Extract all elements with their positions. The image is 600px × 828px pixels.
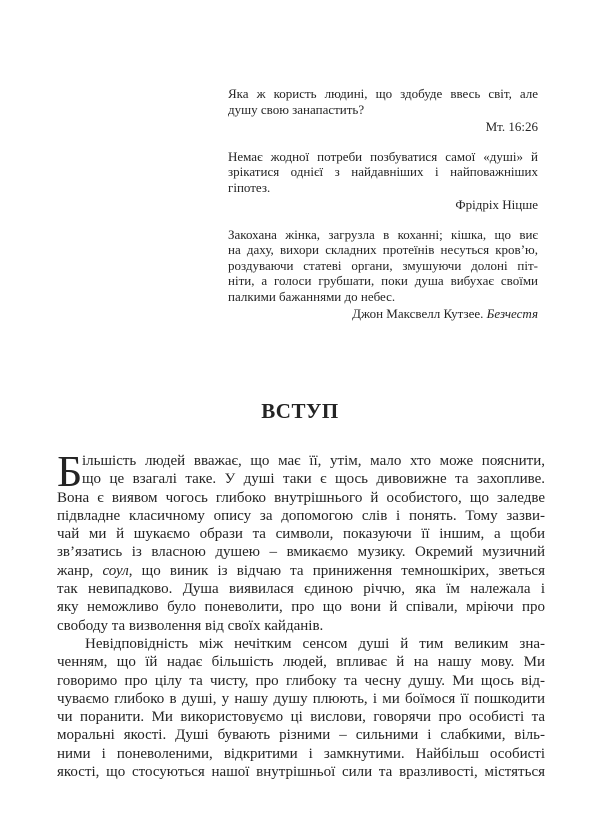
body-line: ченням, що їй надає більшість людей, впливає й на нашу мову. Ми [57, 654, 545, 671]
chapter-title: ВСТУП [261, 399, 339, 423]
body-line: чуваємо глибоко в душі, у нашу душу плюють, і ми боїмося її пошкодити [57, 690, 545, 707]
epigraph-line: Яка ж користь людині, що здобуде ввесь світ, але [228, 86, 538, 101]
epigraph-line: зрікатися однієї з найдавніших і найповажніших [228, 164, 538, 179]
body-line: підвладне класичному опису за допомогою слів і понять. Тому зазви- [57, 507, 545, 524]
body-line: Вона є виявом чогось глибоко внутрішнього й особистого, що заледве [57, 489, 545, 506]
body-line: моральні якості. Душі бувають різними – сильними і слабкими, віль- [57, 727, 545, 744]
paragraph-second [57, 635, 545, 781]
body-line: ільшість людей вважає, що має її, утім, мало хто може пояснити, [82, 453, 545, 469]
paragraph-first [57, 447, 545, 635]
body-line: говоримо про цілу та чисту, про глибоку та чесну душу. Ми щось від- [57, 672, 545, 689]
body-line-segment: , що виник із відчаю та приниження темношкірих, зветься [128, 562, 545, 579]
epigraph-line: ніти, а голоси грубшати, поки душа вибухає своїми [228, 273, 538, 288]
epigraph-attribution: Мт. 16:26 [485, 119, 538, 134]
epigraph-attribution [228, 306, 538, 322]
epigraph-line: палкими бажаннями до небес. [228, 288, 396, 304]
epigraph-line: душу свою занапастить? [228, 101, 365, 117]
body-line: що це взагалі таке. У душі таки є щось дивовижне та захопливе. [82, 471, 545, 488]
epigraph-line: Немає жодної потреби позбуватися самої «душі» й [228, 148, 538, 164]
genre-term-italic: соул [102, 562, 129, 579]
drop-cap: Б [57, 447, 83, 496]
drop-cap-rows [57, 447, 545, 496]
attribution-author: Джон Максвелл Кутзее. [352, 306, 487, 321]
attribution-work-title: Безчестя [486, 306, 538, 321]
epigraph-coetzee [228, 227, 538, 322]
body-line: Невідповідність між нечітким сенсом душі й тим великим зна- [85, 635, 545, 652]
epigraph-matthew [228, 86, 538, 135]
body-line: чай ми й шукаємо образи та символи, показуючи її іншим, а щоби [57, 526, 545, 543]
body-text [57, 447, 545, 781]
epigraph-block [228, 86, 538, 336]
epigraph-line: на даху, вихори складних протеїнів несуться кров’ю, [228, 242, 538, 257]
body-line [57, 562, 545, 580]
body-line: так невипадково. Душа виявилася єдиною річчю, яка їм належала і [57, 581, 545, 598]
body-line-segment: жанр, [57, 562, 103, 579]
body-line: чи поранити. Ми використовуємо ці вислови, говорячи про особисті та [57, 709, 545, 726]
epigraph-line: гіпотез. [228, 179, 271, 195]
body-line: зв’язатись із власною душею – вмикаємо музику. Окремий музичний [57, 544, 545, 561]
body-line: яку неможливо було поневолити, про що вони й співали, мріючи про [57, 599, 545, 616]
epigraph-line: Закохана жінка, загрузла в коханні; кішка, що виє [228, 226, 538, 242]
body-line: свободу та визволення від своїх кайданів. [57, 617, 324, 634]
epigraph-nietzsche [228, 149, 538, 213]
epigraph-line: роздуваючи статеві органи, змушуючи долоні піт- [228, 257, 538, 273]
body-line: якості, що стосуються нашої внутрішньої сили та вразливості, містяться [57, 764, 545, 781]
epigraph-attribution: Фрідріх Ніцше [455, 197, 538, 212]
body-line: ними і поневоленими, відкритими і замкнутими. Найбільш особисті [57, 745, 545, 762]
